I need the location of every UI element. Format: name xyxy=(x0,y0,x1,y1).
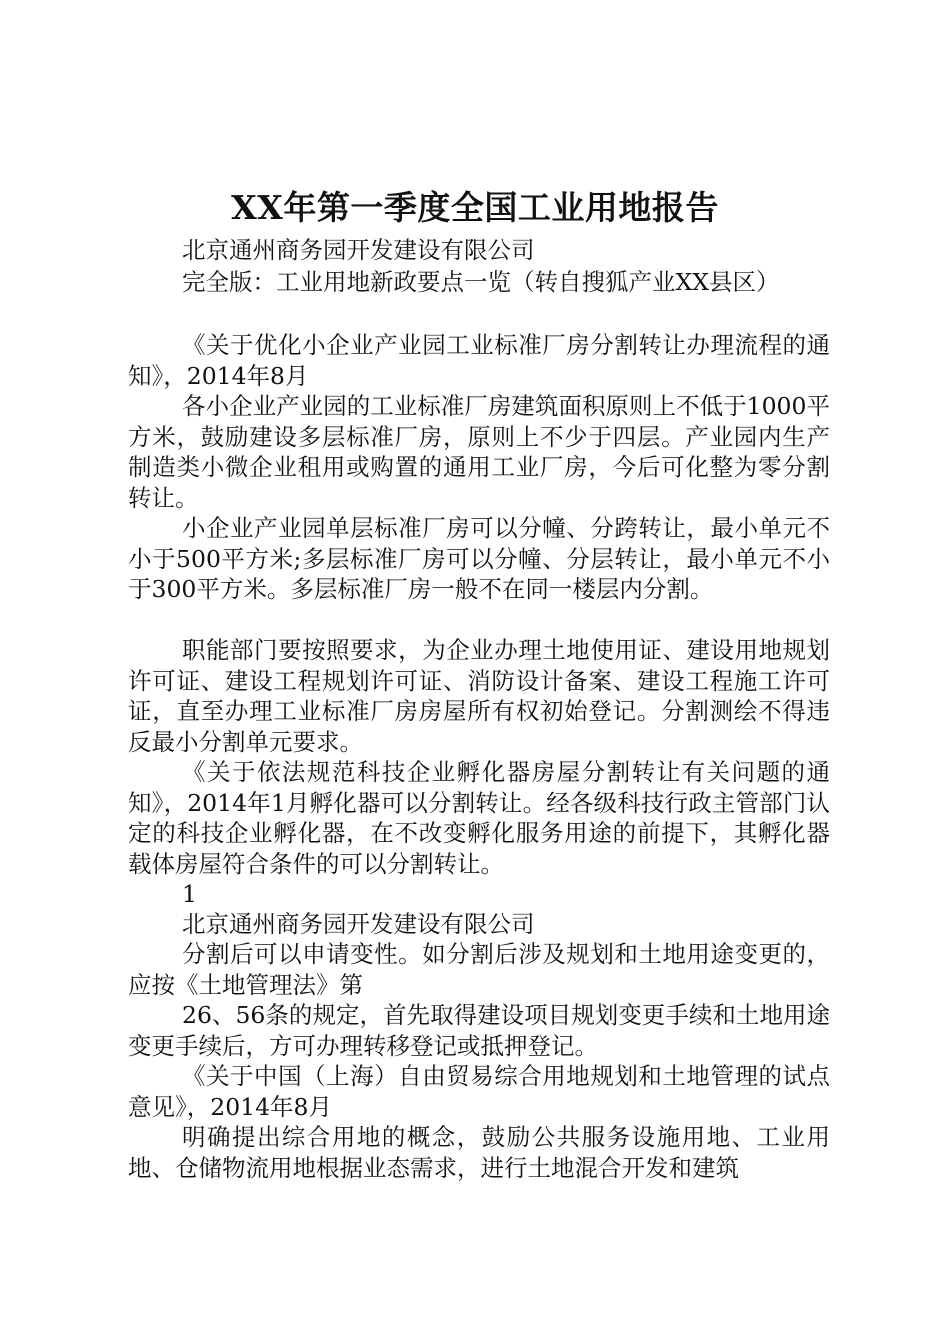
company-name: 北京通州商务园开发建设有限公司 xyxy=(182,236,535,264)
paragraph-building-area: 各小企业产业园的工业标准厂房建筑面积原则上不低于1000平方米，鼓励建设多层标准厂房，原则上不少于四层。产业园内生产制造类小微企业租用或购置的通用工业厂房，今后可化整为零分割转让。 xyxy=(128,392,830,512)
paragraph-land-use-change: 分割后可以申请变性。如分割后涉及规划和土地用途变更的，应按《土地管理法》第 xyxy=(128,940,830,999)
paragraph-article-26-56: 26、56条的规定，首先取得建设项目规划变更手续和土地用途变更手续后，方可办理转移登记或抵押登记。 xyxy=(128,1001,830,1060)
paragraph-permits: 职能部门要按照要求，为企业办理土地使用证、建设用地规划许可证、建设工程规划许可证、消防设计备案、建设工程施工许可证，直至办理工业标准厂房房屋所有权初始登记。分割测绘不得违反最小分割单元要求。 xyxy=(128,636,830,756)
document-subtitle: 完全版：工业用地新政要点一览（转自搜狐产业XX县区） xyxy=(182,268,780,296)
page-number: 1 xyxy=(182,880,197,908)
paragraph-incubator: 《关于依法规范科技企业孵化器房屋分割转让有关问题的通知》，2014年1月孵化器可以分割转让。经各级科技行政主管部门认定的科技企业孵化器，在不改变孵化服务用途的前提下，其孵化器载体房屋符合条件的可以分割转让。 xyxy=(128,758,830,878)
document-title: XX年第一季度全国工业用地报告 xyxy=(231,188,719,227)
paragraph-minimum-unit: 小企业产业园单层标准厂房可以分幢、分跨转让，最小单元不小于500平方米;多层标准厂房可以分幢、分层转让，最小单元不小于300平方米。多层标准厂房一般不在同一楼层内分割。 xyxy=(128,514,830,603)
company-name-repeat: 北京通州商务园开发建设有限公司 xyxy=(182,910,535,938)
paragraph-notice-1: 《关于优化小企业产业园工业标准厂房分割转让办理流程的通知》，2014年8月 xyxy=(128,331,830,390)
paragraph-shanghai-ftz: 《关于中国（上海）自由贸易综合用地规划和土地管理的试点意见》，2014年8月 xyxy=(128,1062,830,1121)
paragraph-mixed-use: 明确提出综合用地的概念，鼓励公共服务设施用地、工业用地、仓储物流用地根据业态需求，进行土地混合开发和建筑 xyxy=(128,1123,830,1182)
